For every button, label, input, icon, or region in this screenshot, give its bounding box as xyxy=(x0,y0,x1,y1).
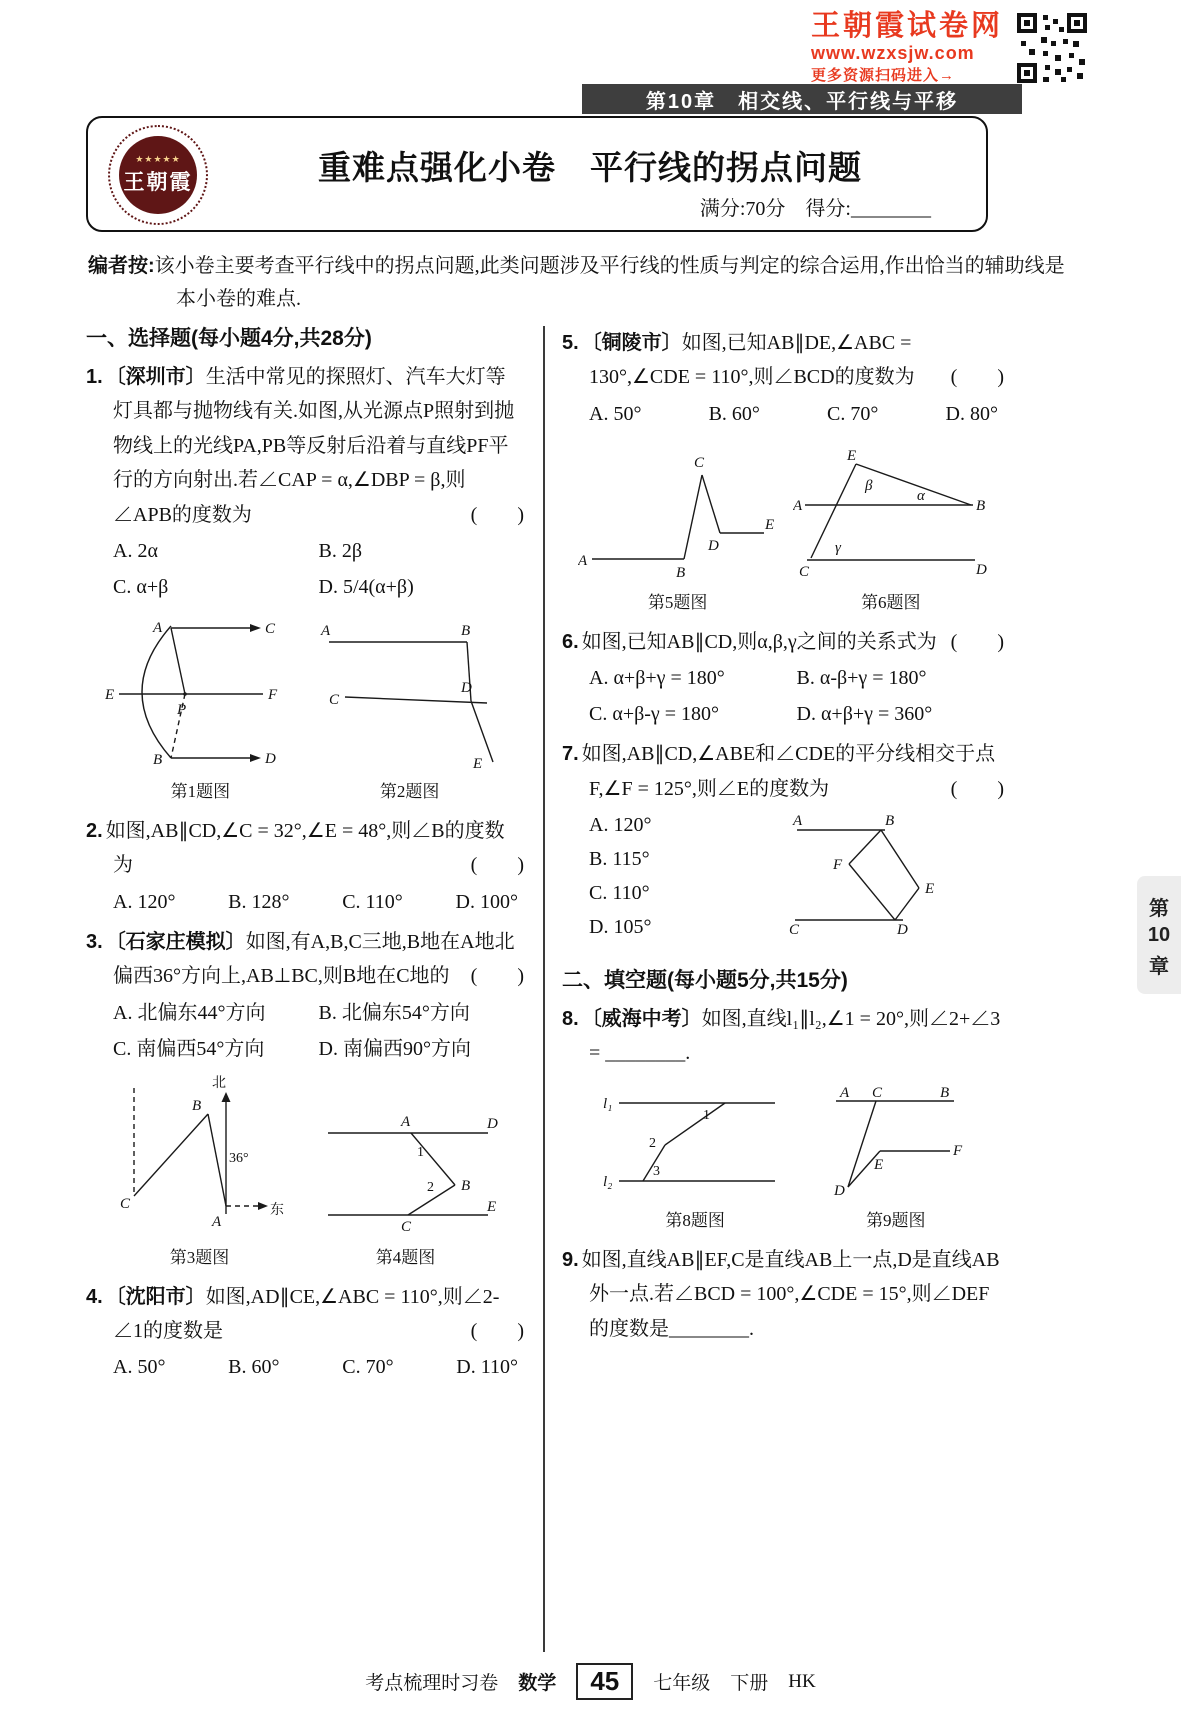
fig8-label-l2: l₂ xyxy=(602,1173,613,1190)
option-a: A. 50° xyxy=(589,402,642,425)
fig6-lines xyxy=(805,464,975,560)
fig4-diagram xyxy=(313,1101,498,1236)
figure-caption: 第6题图 xyxy=(861,592,921,612)
question-source-tag: 〔深圳市〕 xyxy=(105,366,206,388)
fig4-label-C: C xyxy=(401,1218,412,1235)
question-7 xyxy=(562,737,1004,950)
options xyxy=(562,397,1004,431)
options xyxy=(86,1350,524,1384)
question-number: 6. xyxy=(562,630,579,653)
figure-row-3 xyxy=(562,439,1004,613)
fig6-label-C: C xyxy=(799,563,810,580)
option-b: B. 北偏东54°方向 xyxy=(318,1001,470,1024)
fig5-diagram xyxy=(578,439,778,581)
question-text: 如图,直线l₁∥l₂,∠1 = 20°,则∠2+∠3 = ________. xyxy=(589,1007,1001,1065)
fig1-label-A: A xyxy=(153,619,163,636)
score-line: 满分:70分 得分:________ xyxy=(699,198,931,220)
brand-block xyxy=(811,10,1089,85)
fig2-label-D: D xyxy=(460,679,472,696)
question-7-body xyxy=(562,808,1004,950)
brand-text xyxy=(811,10,1003,85)
fig2-label-A: A xyxy=(320,622,330,639)
fig1-label-D: D xyxy=(265,750,277,767)
section-2-heading: 二、填空题(每小题5分,共15分) xyxy=(562,968,848,992)
fig7-label-A: A xyxy=(793,813,803,829)
fig6-diagram xyxy=(793,448,988,581)
question-number: 7. xyxy=(562,743,579,766)
fig1-label-E: E xyxy=(105,686,115,703)
fig8-label-3: 3 xyxy=(652,1163,660,1179)
fig3-label-A: A xyxy=(212,1213,222,1230)
editor-note-text: 该小卷主要考查平行线中的拐点问题,此类问题涉及平行线的性质与判定的综合运用,作出恰当的辅助线是本小卷的难点. xyxy=(154,255,1065,310)
answer-paren: ( ) xyxy=(950,366,1004,389)
fig2-label-B: B xyxy=(460,622,470,639)
option-b: B. 60° xyxy=(228,1356,280,1379)
question-text: 如图,已知AB∥DE,∠ABC = 130°,∠CDE = 110°,则∠BCD的度数为 xyxy=(589,332,915,389)
chapter-side-tab xyxy=(1137,876,1181,994)
question-text: 如图,AD∥CE,∠ABC = 110°,则∠2-∠1的度数是 xyxy=(113,1285,500,1342)
question-9 xyxy=(562,1243,1004,1346)
brand-url: www.wzxsjw.com xyxy=(810,43,975,64)
question-source-tag: 〔铜陵市〕 xyxy=(581,332,682,354)
answer-paren: ( ) xyxy=(950,630,1004,653)
fig3-diagram xyxy=(112,1074,287,1236)
fig6-label-B: B xyxy=(976,497,986,514)
answer-paren: ( ) xyxy=(470,965,524,988)
option-c: C. 110° xyxy=(589,881,650,904)
options xyxy=(86,885,524,919)
fig4-label-D: D xyxy=(487,1115,498,1132)
fig8-label-2: 2 xyxy=(648,1135,656,1151)
figure-caption: 第2题图 xyxy=(379,781,440,801)
question-source-tag: 〔威海中考〕 xyxy=(581,1007,702,1030)
question-2 xyxy=(86,814,524,919)
fig3-label-east: 东 xyxy=(270,1202,284,1218)
question-3 xyxy=(86,925,524,1066)
fig2-lines xyxy=(329,642,493,762)
brand-site-name: 王朝霞试卷网 xyxy=(810,10,1003,42)
brand-scan-hint: 更多资源扫码进入→ xyxy=(810,67,955,85)
fig5-label-C: C xyxy=(693,454,704,471)
figure-caption: 第4题图 xyxy=(375,1247,436,1267)
page-footer xyxy=(0,1663,1181,1700)
side-tab-number: 10 xyxy=(1147,923,1171,946)
figure-caption: 第8题图 xyxy=(665,1210,725,1230)
fig6-label-E: E xyxy=(847,447,857,464)
options xyxy=(86,534,524,604)
column-divider xyxy=(543,326,545,1652)
fig5-label-B: B xyxy=(675,564,685,581)
wangchaoxia-stamp xyxy=(108,125,208,225)
figure-q6 xyxy=(793,448,988,613)
editor-note xyxy=(88,250,1078,316)
fig6-label-beta: β xyxy=(865,477,873,494)
question-text: 如图,有A,B,C三地,B地在A地北偏西36°方向上,AB⊥BC,则B地在C地的 xyxy=(113,930,515,988)
fig3-label-C: C xyxy=(120,1195,131,1212)
question-source-tag: 〔沈阳市〕 xyxy=(105,1285,206,1308)
question-number: 5. xyxy=(562,332,579,354)
fig7-lines xyxy=(795,830,919,920)
fig2-label-C: C xyxy=(328,691,339,708)
fig6-label-alpha: α xyxy=(917,487,926,504)
title-box xyxy=(86,116,988,232)
figure-caption: 第9题图 xyxy=(866,1210,926,1230)
footer-series: 考点梳理时习卷 xyxy=(365,1673,499,1694)
fig1-diagram xyxy=(105,612,295,770)
option-a: A. α+β+γ = 180° xyxy=(589,667,725,690)
figure-q1 xyxy=(105,612,295,802)
answer-paren: ( ) xyxy=(470,503,524,526)
fig7-label-E: E xyxy=(925,880,935,897)
fig8-lines xyxy=(619,1103,775,1181)
fig7-diagram xyxy=(789,814,954,936)
answer-paren: ( ) xyxy=(470,1319,524,1342)
fig9-label-D: D xyxy=(834,1182,846,1199)
option-d: D. 105° xyxy=(589,915,652,938)
question-number: 9. xyxy=(562,1248,579,1271)
option-b: B. 128° xyxy=(228,890,290,913)
fig9-label-E: E xyxy=(874,1156,884,1173)
question-text: 生活中常见的探照灯、汽车大灯等灯具都与抛物线有关.如图,从光源点P照射到抛物线上的光线PA,PB等反射后沿着与直线PF平行的方向射出.若∠CAP = α,∠DBP = β,则∠APB的度数为 xyxy=(113,366,515,526)
figure-q9 xyxy=(828,1087,963,1231)
fig9-diagram xyxy=(828,1087,963,1199)
fig1-label-P: P xyxy=(177,701,187,718)
fig1-label-B: B xyxy=(153,751,163,768)
option-d: D. 南偏西90°方向 xyxy=(318,1037,471,1060)
fig5-label-A: A xyxy=(577,552,587,569)
question-1 xyxy=(86,360,524,604)
fig5-lines xyxy=(592,475,764,559)
fig1-label-F: F xyxy=(268,686,278,703)
question-text: 如图,AB∥CD,∠C = 32°,∠E = 48°,则∠B的度数为 xyxy=(105,819,505,877)
question-source-tag: 〔石家庄模拟〕 xyxy=(105,930,246,953)
fig4-label-1: 1 xyxy=(417,1144,424,1160)
fig3-label-angle: 36° xyxy=(229,1150,249,1166)
footer-volume: 下册 xyxy=(730,1673,769,1694)
fig7-label-C: C xyxy=(789,921,800,936)
question-number: 1. xyxy=(86,366,103,388)
figure-caption: 第1题图 xyxy=(170,781,231,801)
options xyxy=(86,996,524,1066)
stamp-stars: ★★★★★ xyxy=(135,153,181,164)
question-number: 4. xyxy=(86,1285,103,1308)
fig9-lines xyxy=(836,1101,954,1187)
right-column xyxy=(562,322,1004,1348)
question-number: 8. xyxy=(562,1007,579,1030)
fig5-label-D: D xyxy=(707,537,719,554)
option-a: A. 2α xyxy=(113,539,158,562)
option-a: A. 120° xyxy=(113,890,176,913)
footer-edition: HK xyxy=(788,1670,816,1692)
figure-row-1 xyxy=(86,612,524,802)
figure-q8 xyxy=(603,1079,788,1231)
fig2-diagram xyxy=(315,618,505,770)
question-number: 2. xyxy=(86,819,103,842)
editor-note-label: 编者按: xyxy=(88,255,155,277)
answer-paren: ( ) xyxy=(470,854,524,877)
figure-q3 xyxy=(112,1074,287,1268)
fig8-diagram xyxy=(603,1079,788,1199)
option-d: D. 80° xyxy=(945,402,998,425)
option-c: C. 南偏西54°方向 xyxy=(113,1037,265,1060)
option-d: D. 5/4(α+β) xyxy=(318,575,414,598)
option-d: D. 110° xyxy=(456,1356,518,1379)
question-text: 如图,已知AB∥CD,则α,β,γ之间的关系式为 xyxy=(581,630,937,653)
stamp-inner xyxy=(119,136,197,214)
figure-q2 xyxy=(315,618,505,802)
option-c: C. 110° xyxy=(342,890,403,913)
option-c: C. 70° xyxy=(827,402,879,425)
fig8-label-l1: l₁ xyxy=(602,1095,613,1112)
fig4-label-E: E xyxy=(487,1198,497,1215)
fig6-label-A: A xyxy=(793,497,803,514)
fig9-label-C: C xyxy=(872,1086,883,1101)
option-b: B. α-β+γ = 180° xyxy=(796,667,927,690)
figure-row-4 xyxy=(562,1079,1004,1231)
chapter-header-bar: 第10章 相交线、平行线与平移 xyxy=(582,84,1022,114)
side-tab-char-1: 第 xyxy=(1149,897,1169,920)
question-4 xyxy=(86,1280,524,1385)
fig7-label-F: F xyxy=(833,856,843,873)
left-column xyxy=(86,322,524,1390)
fig9-label-F: F xyxy=(953,1142,963,1159)
fig3-label-B: B xyxy=(192,1097,202,1114)
fig9-label-A: A xyxy=(840,1086,850,1101)
option-b: B. 115° xyxy=(589,847,650,870)
option-b: B. 2β xyxy=(318,539,363,562)
option-a: A. 120° xyxy=(589,813,652,836)
option-c: C. α+β-γ = 180° xyxy=(589,703,720,726)
question-8 xyxy=(562,1002,1004,1071)
answer-paren: ( ) xyxy=(950,777,1004,800)
question-number: 3. xyxy=(86,930,103,953)
stamp-name: 王朝霞 xyxy=(123,170,193,194)
figure-caption: 第5题图 xyxy=(647,592,708,612)
fig3-label-north: 北 xyxy=(212,1075,226,1091)
fig2-label-E: E xyxy=(472,755,482,770)
option-a: A. 北偏东44°方向 xyxy=(113,1001,266,1024)
fig8-label-1: 1 xyxy=(702,1107,710,1123)
figure-q5 xyxy=(578,439,778,613)
fig6-label-D: D xyxy=(976,561,988,578)
question-5 xyxy=(562,326,1004,431)
fig4-lines xyxy=(328,1133,488,1215)
option-c: C. 70° xyxy=(342,1356,394,1379)
fig4-label-2: 2 xyxy=(427,1179,434,1195)
section-1-heading: 一、选择题(每小题4分,共28分) xyxy=(86,327,372,350)
figure-q4 xyxy=(313,1101,498,1268)
fig4-label-B: B xyxy=(461,1177,471,1194)
option-d: D. α+β+γ = 360° xyxy=(796,703,933,726)
option-a: A. 50° xyxy=(113,1356,166,1379)
fig6-label-gamma: γ xyxy=(835,539,842,556)
page-title: 重难点强化小卷 平行线的拐点问题 xyxy=(318,149,862,186)
option-c: C. α+β xyxy=(113,575,169,598)
options xyxy=(562,661,1004,731)
option-b: B. 60° xyxy=(708,402,760,425)
figure-q7 xyxy=(739,814,1004,941)
side-tab-char-2: 章 xyxy=(1149,955,1169,978)
question-text: 如图,直线AB∥EF,C是直线AB上一点,D是直线AB外一点.若∠BCD = 100°,∠CDE = 15°,则∠DEF的度数是________. xyxy=(581,1248,1000,1340)
fig9-label-B: B xyxy=(940,1086,950,1101)
fig1-label-C: C xyxy=(265,620,276,637)
footer-grade: 七年级 xyxy=(653,1673,711,1694)
footer-subject: 数学 xyxy=(518,1673,557,1694)
fig7-label-D: D xyxy=(897,921,908,936)
option-d: D. 100° xyxy=(455,890,518,913)
figure-caption: 第3题图 xyxy=(169,1247,230,1267)
fig5-label-E: E xyxy=(764,516,774,533)
figure-row-2 xyxy=(86,1074,524,1268)
fig7-label-B: B xyxy=(885,813,895,829)
options xyxy=(562,808,739,944)
qr-code-icon xyxy=(1015,11,1089,85)
fig4-label-A: A xyxy=(401,1113,411,1130)
question-text: 如图,AB∥CD,∠ABE和∠CDE的平分线相交于点F,∠F = 125°,则∠E的度数为 xyxy=(581,743,996,800)
fig1-lines xyxy=(119,624,263,762)
page-number: 45 xyxy=(576,1663,633,1700)
question-6 xyxy=(562,625,1004,731)
